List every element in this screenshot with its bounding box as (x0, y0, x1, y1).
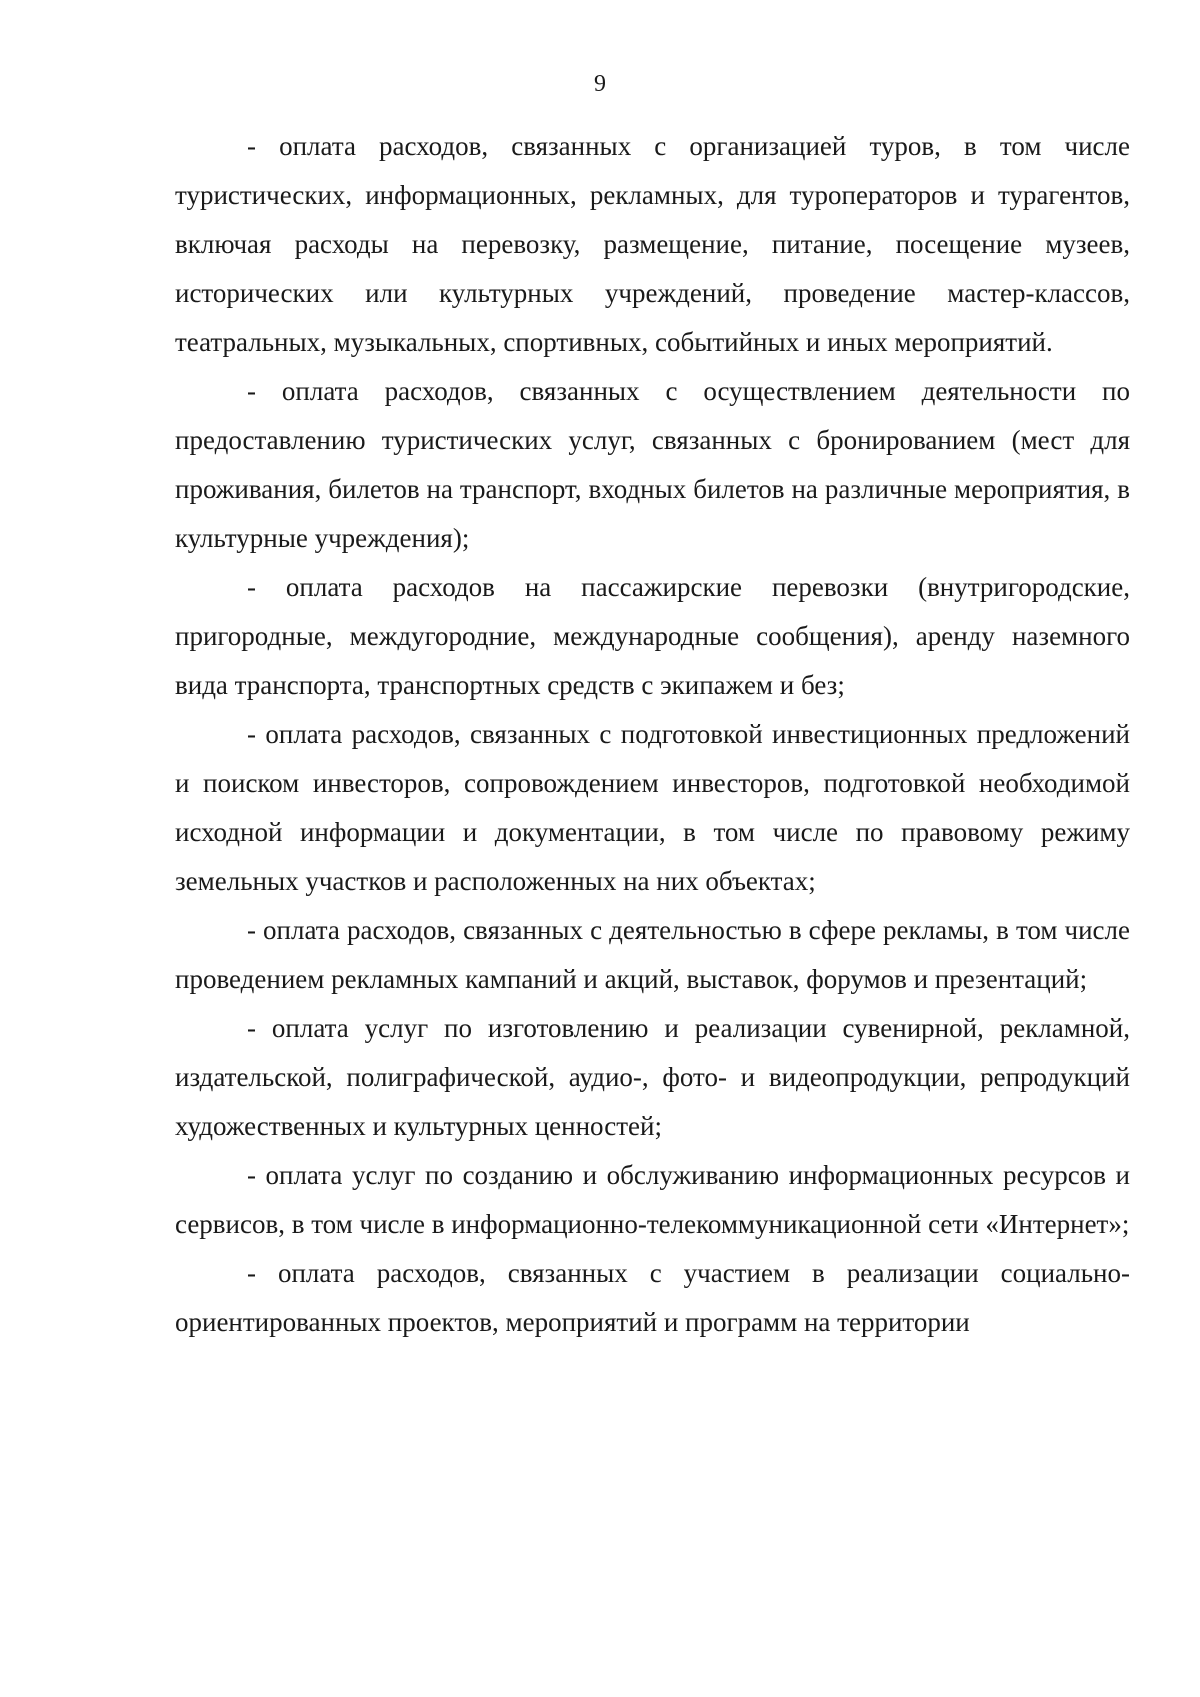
paragraph-advertising: - оплата расходов, связанных с деятельностью в сфере рекламы, в том числе проведением рекламных кампаний и акций, выставок, форумов и презентаций; (175, 915, 1130, 994)
page-number: 9 (594, 71, 606, 97)
paragraph-social-projects: - оплата расходов, связанных с участием в реализации социально-ориентированных проектов, мероприятий и программ на территории (175, 1258, 1130, 1337)
paragraph-passenger-transport: - оплата расходов на пассажирские перевозки (внутригородские, пригородные, междугородние, международные сообщения), аренду наземного вида транспорта, транспортных средств с экипажем и без; (175, 572, 1130, 700)
paragraph-information-resources: - оплата услуг по созданию и обслуживанию информационных ресурсов и сервисов, в том числе в информационно-телекоммуникационной сети «Интернет»; (175, 1160, 1130, 1239)
paragraph-tour-expenses: - оплата расходов, связанных с организацией туров, в том числе туристических, информационных, рекламных, для туроператоров и турагентов, включая расходы на перевозку, размещение, питание, посещение музеев, исторических или культурных учреждений, проведение мастер-классов, театральных, музыкальных, спортивных, событийных и иных мероприятий. (175, 131, 1130, 357)
paragraph-booking-services: - оплата расходов, связанных с осуществлением деятельности по предоставлению туристических услуг, связанных с бронированием (мест для проживания, билетов на транспорт, входных билетов на различные мероприятия, в культурные учреждения); (175, 376, 1130, 553)
document-body (175, 122, 1130, 1347)
paragraph-investment-proposals: - оплата расходов, связанных с подготовкой инвестиционных предложений и поиском инвесторов, сопровождением инвесторов, подготовкой необходимой исходной информации и документации, в том числе по правовому режиму земельных участков и расположенных на них объектах; (175, 719, 1130, 896)
paragraph-souvenir-production: - оплата услуг по изготовлению и реализации сувенирной, рекламной, издательской, полиграфической, аудио-, фото- и видеопродукции, репродукций художественных и культурных ценностей; (175, 1013, 1130, 1141)
